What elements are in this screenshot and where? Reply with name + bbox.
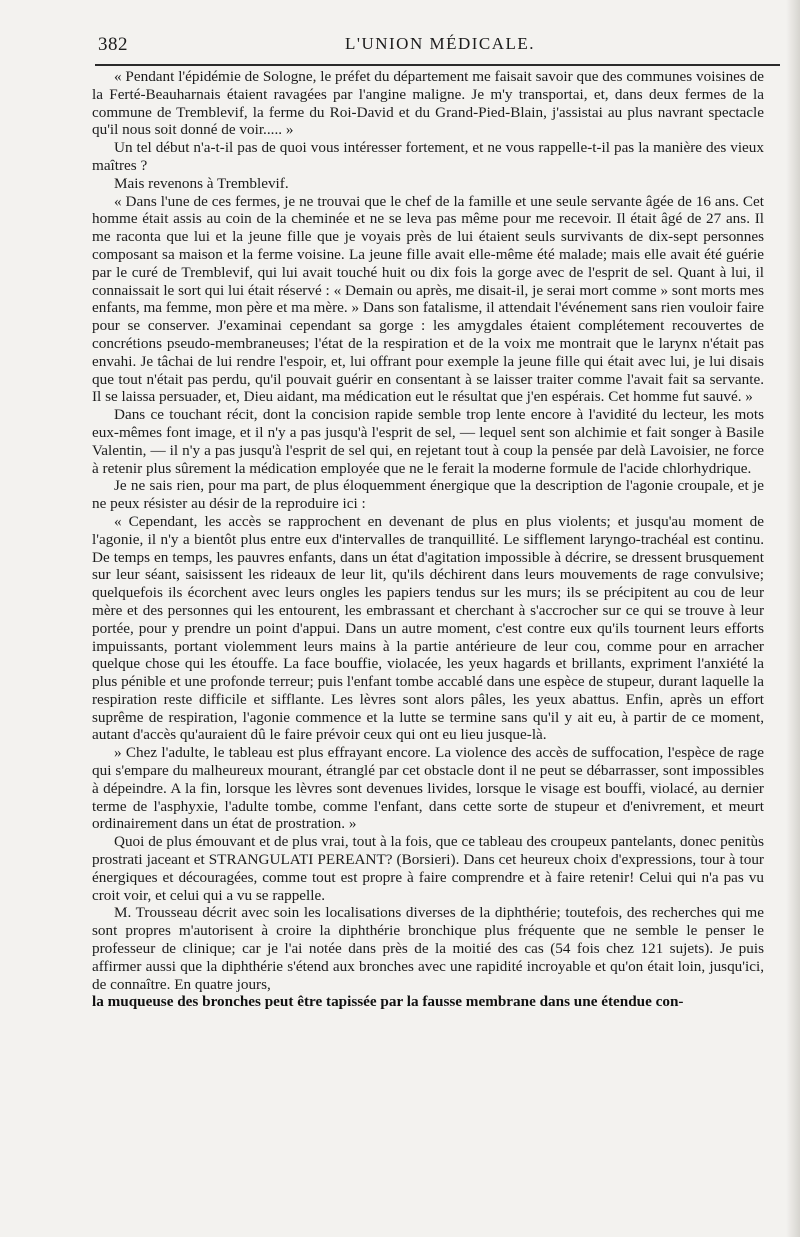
- header-rule: [95, 64, 780, 66]
- paragraph: « Dans l'une de ces fermes, je ne trouvai que le chef de la famille et une seule servante âgée de 16 ans. Cet homme était assis au coin de la cheminée et ne se leva pas même pour me recevoir. Il était âgé de 27 ans. Il me raconta que lui et la jeune fille que je voyais près de lui étaient seuls survivants de dix-sept personnes composant sa maison et la ferme voisine. La jeune fille avait elle-même été malade; mais elle avait été guérie par le curé de Tremblevif, qui lui avait touché huit ou dix fois la gorge avec de l'esprit de sel. Quant à lui, il connaissait le sort qui lui était réservé : « Demain ou après, me disait-il, je serai mort comme » sont morts mes enfants, ma femme, mon père et ma mère. » Dans son fatalisme, il attendait l'événement sans rien vouloir faire pour se conserver. J'examinai cependant sa gorge : les amygdales étaient complétement recouvertes de concrétions pseudo-membraneuses; l'état de la respiration et de la voix me montrait que le larynx n'était pas envahi. Je tâchai de lui rendre l'espoir, et, lui offrant pour exemple la jeune fille qui était avec lui, je lui disais que tout n'était pas perdu, qu'il pouvait guérir en consentant à se laisser traiter comme l'avait fait sa servante. Il se laissa persuader, et, Dieu aidant, ma médication eut le résultat que j'en espérais. Cet homme fut sauvé. »: [92, 192, 764, 406]
- page-number: 382: [98, 34, 128, 55]
- paragraph: Un tel début n'a-t-il pas de quoi vous intéresser fortement, et ne vous rappelle-t-il pas la manière des vieux maîtres ?: [92, 139, 764, 174]
- paragraph: Quoi de plus émouvant et de plus vrai, tout à la fois, que ce tableau des croupeux pantelants, donec penitùs prostrati jaceant et STRANGULATI PEREANT? (Borsieri). Dans cet heureux choix d'expressions, tour à tour énergiques et découragées, comme tout est propre à faire comprendre et à faire retenir! Celui qui n'a pas vu croit voir, et celui qui a vu se rappelle.: [92, 833, 764, 904]
- paragraph: « Cependant, les accès se rapprochent en devenant de plus en plus violents; et jusqu'au moment de l'agonie, il n'y a bientôt plus entre eux d'intervalles de tranquillité. Le sifflement laryngo-trachéal est continu. De temps en temps, les pauvres enfants, dans un état d'agitation impossible à décrire, se dressent brusquement sur leur séant, saisissent les rideaux de leur lit, qu'ils déchirent dans leurs mouvements de rage convulsive; quelquefois ils écorchent avec leurs ongles les papiers tendus sur les murs; ils se précipitent au cou de leur mère et des personnes qui les entourent, les embrassant et cherchant à s'accrocher sur ce qui se trouve à leur portée, pour y prendre un point d'appui. Dans un autre moment, c'est contre eux qu'ils tournent leurs efforts impuissants, portant violemment leurs mains à la partie antérieure de leur cou, comme pour en arracher quelque chose qui les étouffe. La face bouffie, violacée, les yeux hagards et brillants, expriment l'anxiété la plus pénible et une profonde terreur; puis l'enfant tombe accablé dans une espèce de stupeur, durant laquelle la respiration reste difficile et sifflante. Les lèvres sont alors pâles, les yeux abattus. Enfin, après un effort suprême de respiration, l'agonie commence et la lutte se termine sans qu'il y ait eu, à partir de ce moment, autant d'accès qu'auraient dû le faire prévoir ceux qui ont eu lieu jusque-là.: [92, 512, 764, 744]
- running-title: L'UNION MÉDICALE.: [345, 34, 536, 53]
- page-header: [90, 30, 780, 60]
- last-line: la muqueuse des bronches peut être tapissée par la fausse membrane dans une étendue con-: [92, 993, 684, 1011]
- paragraph: » Chez l'adulte, le tableau est plus effrayant encore. La violence des accès de suffocation, l'espèce de rage qui s'empare du malheureux mourant, étranglé par cet obstacle dont il ne peut se débarrasser, sont impossibles à dépeindre. A la fin, lorsque les lèvres sont devenues livides, lorsque le visage est bouffi, violacé, au dernier terme de l'asphyxie, l'adulte tombe, comme l'enfant, dans cette sorte de stupeur et d'enivrement, et meurt ordinairement dans un état de prostration. »: [92, 744, 764, 833]
- page-edge-shadow: [786, 0, 800, 1237]
- paragraph: Dans ce touchant récit, dont la concision rapide semble trop lente encore à l'avidité du lecteur, les mots eux-mêmes font image, et il n'y a pas jusqu'à l'esprit de sel, — lequel sent son alchimie et fait songer à Basile Valentin, — il n'y a pas jusqu'à l'esprit de sel qui, en rejetant tout à coup la pensée par delà Lavoisier, ne force à retenir plus sûrement la médication employée que ne le ferait la moderne formule de l'acide chlorhydrique.: [92, 406, 764, 477]
- paragraph: Je ne sais rien, pour ma part, de plus éloquemment énergique que la description de l'agonie croupale, et je ne peux résister au désir de la reproduire ici :: [92, 477, 764, 513]
- paragraph: Mais revenons à Tremblevif.: [114, 174, 289, 192]
- paragraph: M. Trousseau décrit avec soin les localisations diverses de la diphthérie; toutefois, des recherches qui me sont propres m'autorisent à croire la diphthérie bronchique plus fréquente que ne semble le penser le professeur de clinique; car je l'ai notée dans près de la moitié des cas (54 fois chez 121 sujets). Je puis affirmer aussi que la diphthérie s'étend aux bronches avec une rapidité incroyable et qu'on était loin, jusqu'ici, de connaître. En quatre jours,: [92, 904, 764, 993]
- body-text: [92, 68, 764, 1011]
- paragraph: « Pendant l'épidémie de Sologne, le préfet du département me faisait savoir que des communes voisines de la Ferté-Beauharnais étaient ravagées par l'angine maligne. Je m'y transportai, et, dans deux fermes de la commune de Tremblevif, la ferme du Roi-David et du Grand-Pied-Blain, j'assistai au plus navrant spectacle qu'il nous soit donné de voir..... »: [92, 68, 764, 139]
